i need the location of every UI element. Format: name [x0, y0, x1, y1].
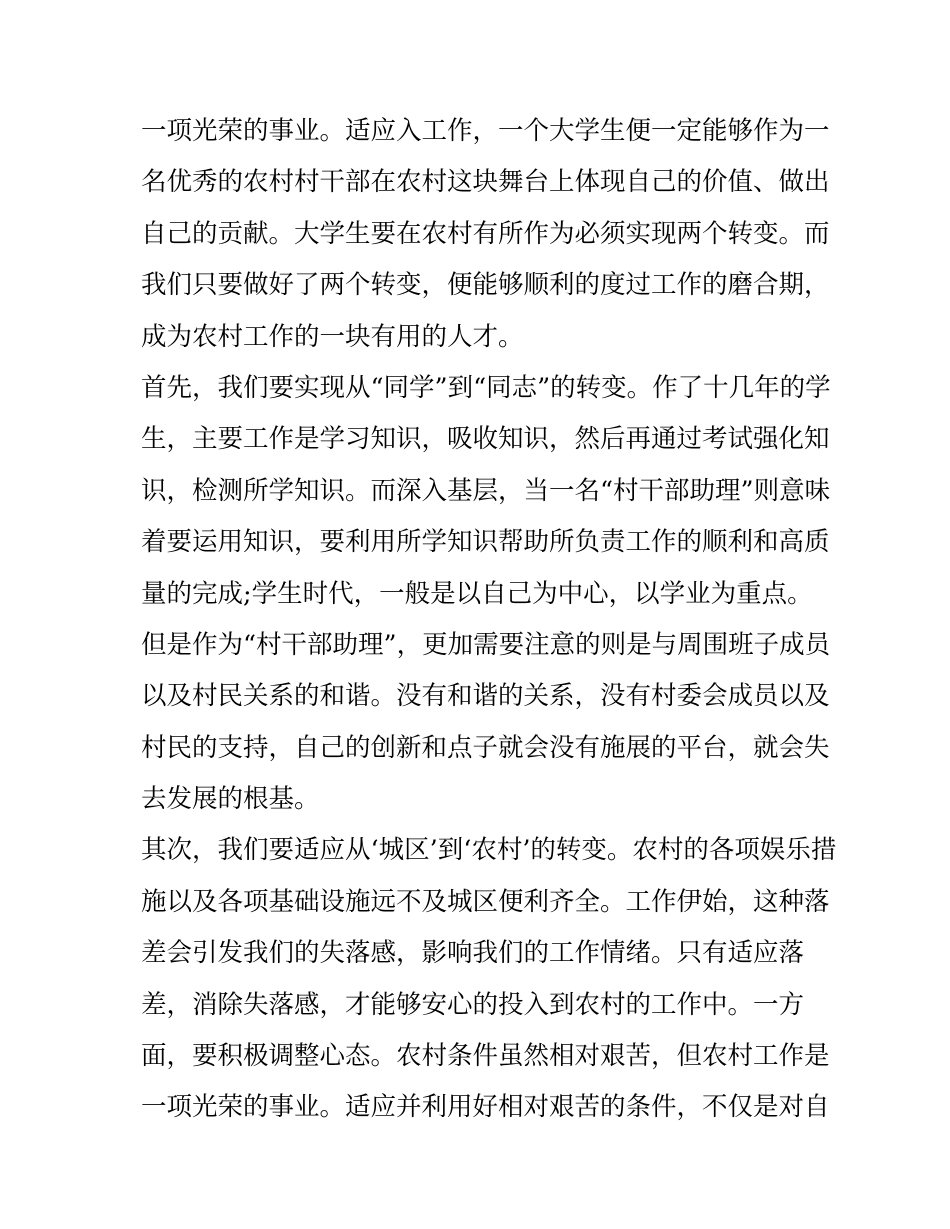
- text-line-8: 识，检测所学知识。而深入基层，当一名“村干部助理”则意味: [141, 475, 831, 506]
- text-line-10: 量的完成;学生时代，一般是以自己为中心，以学业为重点。: [141, 578, 813, 609]
- body-text: [141, 106, 837, 1134]
- text-line-13: 村民的支持，自己的创新和点子就会没有施展的平台，就会失: [141, 732, 830, 763]
- text-line-9: 着要运用知识，要利用所学知识帮助所负责工作的顺利和高质: [141, 527, 830, 558]
- text-line-20: 一项光荣的事业。适应并利用好相对艰苦的条件，不仅是对自: [141, 1092, 830, 1123]
- text-line-6: 首先，我们要实现从“同学”到“同志”的转变。作了十几年的学: [141, 372, 831, 403]
- text-line-2: 名优秀的农村村干部在农村这块舞台上体现自己的价值、做出: [141, 167, 830, 198]
- text-line-1: 一项光荣的事业。适应入工作，一个大学生便一定能够作为一: [141, 116, 830, 146]
- text-line-15: 其次，我们要适应从‘城区’到‘农村’的转变。农村的各项娱乐措: [141, 835, 837, 866]
- text-line-12: 以及村民关系的和谐。没有和谐的关系，没有村委会成员以及: [141, 681, 830, 712]
- text-line-5: 成为农村工作的一块有用的人才。: [141, 321, 524, 352]
- text-line-7: 生，主要工作是学习知识，吸收知识，然后再通过考试强化知: [141, 424, 830, 455]
- text-line-14: 去发展的根基。: [141, 784, 320, 815]
- text-line-4: 我们只要做好了两个转变，便能够顺利的度过工作的磨合期，: [141, 270, 830, 301]
- text-line-11: 但是作为“村干部助理”，更加需要注意的则是与周围班子成员: [141, 629, 831, 660]
- text-line-16: 施以及各项基础设施远不及城区便利齐全。工作伊始，这种落: [141, 886, 830, 917]
- text-line-3: 自己的贡献。大学生要在农村有所作为必须实现两个转变。而: [141, 218, 830, 249]
- text-line-18: 差，消除失落感，才能够安心的投入到农村的工作中。一方: [141, 989, 805, 1020]
- text-line-19: 面，要积极调整心态。农村条件虽然相对艰苦，但农村工作是: [141, 1041, 830, 1072]
- text-line-17: 差会引发我们的失落感，影响我们的工作情绪。只有适应落: [141, 938, 805, 969]
